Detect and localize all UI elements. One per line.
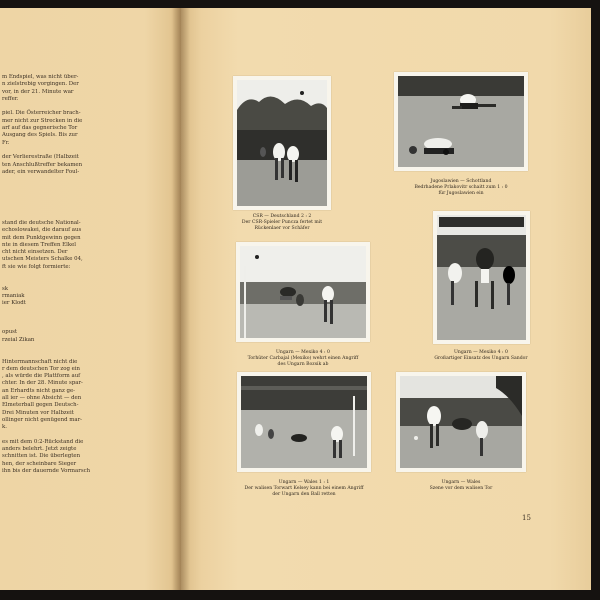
page-number: 15	[522, 514, 531, 522]
football-photo-icon	[241, 376, 367, 468]
photo-3-caption	[233, 350, 373, 369]
left-text-line: Drei Minuten vor Halbzeit	[2, 409, 74, 416]
left-text-line: sk	[2, 285, 9, 292]
photo-3-caption-line-1: Ungarn — Mexiko 4 : 0	[276, 350, 330, 355]
left-page-text	[0, 74, 178, 475]
left-text-line: mit dem Punktgewinn gegen	[2, 234, 81, 241]
left-text-line: ier Klodt	[2, 300, 26, 307]
photo-5-caption-line-1: Ungarn — Wales 1 : 1	[278, 480, 330, 485]
left-text-line	[0, 308, 178, 315]
left-text-line	[0, 176, 178, 183]
left-text-line: es mit dem 0:2-Rückstand die	[2, 438, 84, 445]
left-text-line: stand die deutsche National-	[2, 219, 81, 226]
photo-3-hungary-mexico-goalkeeper	[236, 242, 370, 342]
left-text-line	[0, 271, 178, 278]
left-text-line: Elmeterball gegen Deutsch-	[2, 402, 79, 409]
photo-6-hungary-wales-scene	[396, 372, 526, 472]
photo-4-caption-line-2: Großartiger Einsatz des Ungarn Sandor	[434, 356, 528, 362]
left-text-line: reffer.	[2, 95, 19, 102]
photo-6-caption-line-1: Ungarn — Wales	[441, 480, 481, 485]
left-text-line: echoslowakei, die darauf aus	[2, 227, 82, 234]
left-text-line: anders belehrt. Jetzt zeigte	[2, 446, 77, 453]
left-text-line: Ausgang des Spiels. Bis zur	[2, 132, 78, 139]
left-text-line: cht nicht einsetzen. Der	[2, 249, 68, 256]
photo-5-caption-line-2: Der walisen Torwart Kelsey kann bei einem Angriff	[244, 486, 364, 492]
left-text-line: ader, ein verwandelter Foul-	[2, 168, 80, 175]
left-text-line: ten Anschlußtreffer bekamen	[2, 161, 83, 168]
football-photo-icon	[237, 80, 327, 206]
left-text-line: mer nicht zur Strecken in die	[2, 117, 83, 124]
left-text-line	[0, 344, 178, 351]
left-text-line: ollinger nicht genügend mar-	[2, 416, 82, 423]
photo-5-caption-line-3: der Ungarn den Ball retten	[272, 492, 336, 498]
left-text-line: Fr.	[2, 139, 10, 146]
left-text-line: an Erhardts nicht ganz ge-	[2, 387, 75, 394]
left-text-line: opust	[2, 329, 18, 336]
photo-2-caption	[398, 179, 524, 198]
left-text-line: nte in diesem Treffen Elkel	[2, 241, 77, 248]
left-text-line: m Endspiel, was nicht über-	[2, 74, 79, 80]
left-text-line: der Verlierestraße (Halbzeit	[2, 154, 79, 161]
left-text-line	[0, 191, 178, 198]
left-text-line	[0, 315, 178, 322]
photo-3-caption-line-3: des Ungarn Bozsik ab	[277, 362, 329, 368]
left-text-line: utschen Meisters Schalke 04,	[2, 256, 83, 263]
left-text-line: rmaniak	[2, 292, 25, 299]
photo-2-caption-line-2: Bedrhadene Prlakovitr schaitt zum 1 : 0	[414, 185, 508, 191]
football-photo-icon	[437, 215, 526, 340]
photo-1-caption	[222, 214, 342, 233]
left-text-line	[0, 278, 178, 285]
photo-1-caption-line-2: Der CSR-Spieler Puncza fertet mit	[241, 220, 323, 226]
photo-4-caption-line-1: Ungarn — Mexiko 4 : 0	[454, 350, 508, 355]
left-text-line	[0, 351, 178, 358]
photo-6-caption	[401, 480, 521, 492]
photo-1-caption-line-1: CSR — Deutschland 2 : 2	[252, 214, 312, 219]
left-text-line: Hintermannschaft nicht die	[2, 358, 78, 365]
photo-4-caption	[421, 350, 541, 362]
photo-2-caption-line-3: für Jugoslawien ein	[438, 191, 484, 197]
left-text-line: hen, der scheinbare Sieger	[2, 460, 77, 467]
left-text-line: schnitten ist. Die überlegten	[2, 453, 81, 460]
photo-5-hungary-wales-goalkeeper	[237, 372, 371, 472]
left-text-line: rzeial Zikan	[2, 336, 35, 343]
football-photo-icon	[400, 376, 522, 468]
left-text-line	[0, 432, 178, 439]
photo-2-yugoslavia-scotland	[394, 72, 528, 171]
photo-4-hungary-mexico-sandor	[433, 211, 530, 344]
left-text-line	[0, 322, 178, 329]
left-text-line	[0, 205, 178, 212]
left-text-line: arf auf das gegnerische Tor	[2, 125, 78, 132]
left-text-line: k.	[2, 424, 7, 431]
photo-3-caption-line-2: Torhüter Carbajal (Mexiko) wehrt einen Angriff	[247, 356, 359, 362]
photo-5-caption	[229, 480, 379, 499]
left-text-line	[0, 198, 178, 205]
photo-6-caption-line-2: Szene vor dem walisen Tor	[429, 486, 493, 492]
football-photo-icon	[240, 246, 366, 338]
left-text-line: n zielstrebig vorgingen. Der	[2, 81, 79, 88]
left-text-line: piel. Die Österreicher brach-	[2, 110, 81, 117]
left-text-line: all ier — ohne Absicht — den	[2, 395, 82, 402]
left-text-line: , als würde die Plattform auf	[2, 373, 81, 380]
left-page	[0, 8, 181, 590]
left-text-line: vor, in der 21. Minute war	[2, 88, 74, 95]
book-gutter	[172, 8, 190, 590]
left-text-line: r dem deutschen Tor zog ein	[2, 365, 81, 372]
football-photo-icon	[398, 76, 524, 167]
left-text-line	[0, 213, 178, 220]
photo-2-caption-line-1: Jugoslawien — Schottland	[430, 179, 492, 184]
left-text-line: ft sie wie folgt formierte:	[2, 263, 71, 270]
photo-1-csr-germany	[233, 76, 331, 210]
left-text-line: chter. In der 28. Minute spar-	[2, 380, 83, 387]
photo-1-caption-line-3: Rückenlaer vor Schäfer	[254, 226, 310, 232]
left-text-line: ihn bis der dauernde Vormarsch	[2, 468, 91, 475]
left-text-line	[0, 183, 178, 190]
